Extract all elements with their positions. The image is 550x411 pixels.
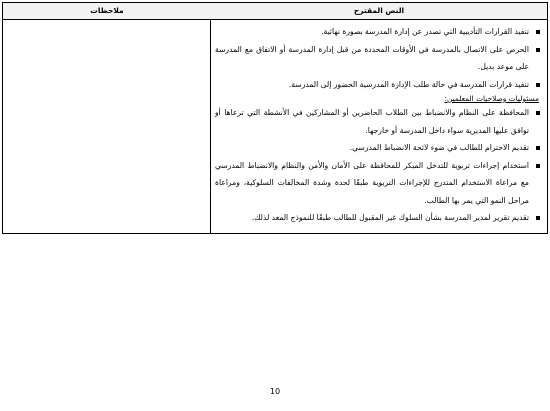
proposed-text-content: [211, 20, 547, 227]
proposal-table: [2, 2, 548, 234]
list-item: تقديم الاحترام للطالب في ضوء لائحة الانضباط المدرسي.: [215, 139, 541, 157]
teacher-duties-list: [215, 104, 541, 227]
section-title: مسئوليات وصلاحيات المعلمين:: [444, 94, 539, 103]
parent-duties-list: [215, 23, 541, 93]
list-item: استخدام إجراءات تربوية للتدخل المبكر للمحافظة على الأمان والأمن والنظام والانضباط المدرسي مع مراعاة الاستخدام المتدرج للإجراءات التربوية طبقًا لحدة وشدة المخالفات السلوكية، ومراعاة مراحل النمو التي يمر بها الطالب.: [215, 157, 541, 210]
list-item: تقديم تقرير لمدير المدرسة بشأن السلوك غير المقبول للطالب طبقًا للنموذج المعد لذلك.: [215, 209, 541, 227]
notes-column: [3, 3, 211, 233]
proposed-text-column: [210, 3, 547, 233]
page-number: 10: [269, 387, 281, 396]
list-item: تنفيذ القرارات التأديبية التي تصدر عن إدارة المدرسة بصورة نهائية.: [215, 23, 541, 41]
proposed-text-header: النص المقترح: [211, 3, 547, 20]
list-item: الحرص على الاتصال بالمدرسة في الأوقات المحددة من قبل إدارة المدرسة أو الاتفاق مع المدرسة على موعد بديل.: [215, 41, 541, 76]
list-item: المحافظة على النظام والانضباط بين الطلاب الحاضرين أو المشاركين في الأنشطة التي ترعاها أو توافق عليها المديرية سواء داخل المدرسة أو خارجها.: [215, 104, 541, 139]
list-item: تنفيذ قرارات المدرسة في حالة طلب الإدارة المدرسية الحضور إلى المدرسة.: [215, 76, 541, 94]
notes-header: ملاحظات: [3, 3, 211, 20]
